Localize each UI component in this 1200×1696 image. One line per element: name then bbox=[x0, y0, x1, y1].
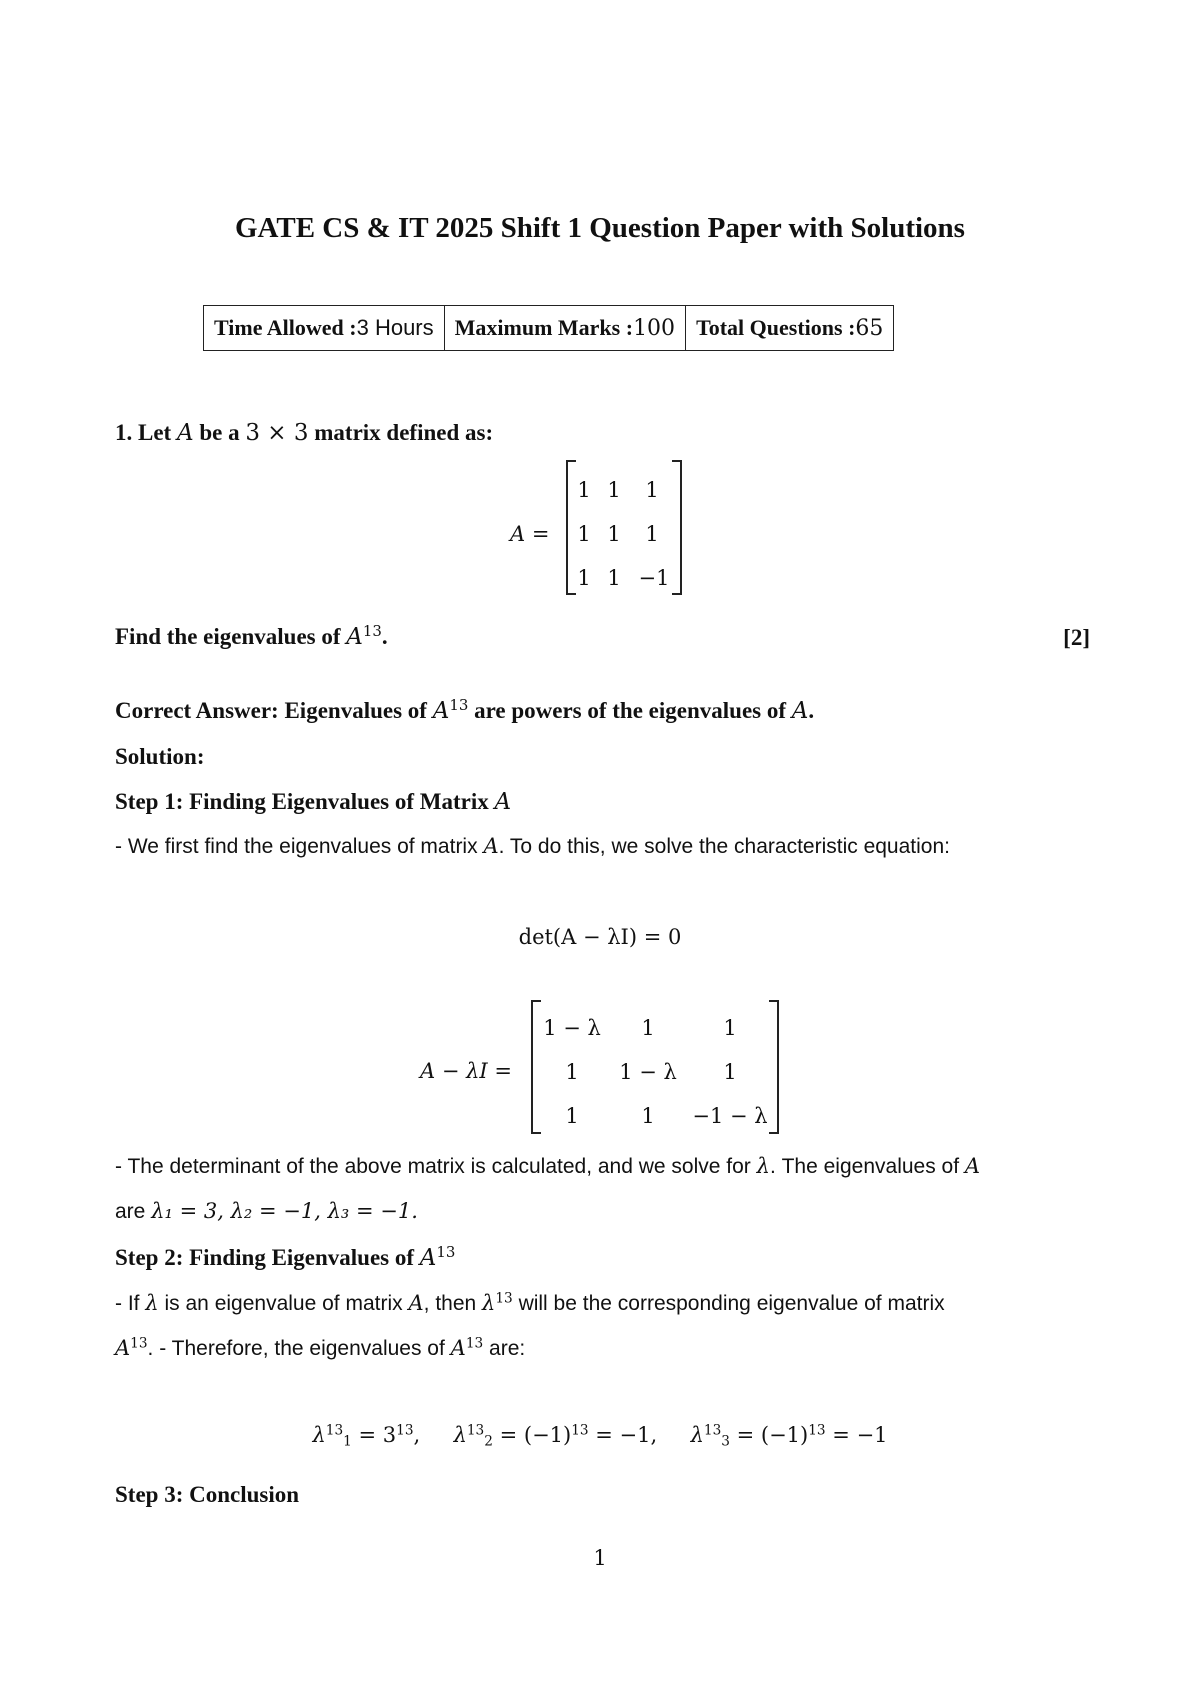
step2-line1: - If λ is an eigenvalue of matrix A, then $\lambda^{13}$ will be the corresponding eigenvalue of matrix bbox=[115, 1290, 945, 1315]
matrix-a bbox=[566, 460, 682, 595]
matrix-a-lhs: A = bbox=[510, 522, 550, 546]
step1-determinant-text: - The determinant of the above matrix is calculated, and we solve for λ. The eigenvalues of A bbox=[115, 1154, 981, 1178]
matrix-a-minus-lambda bbox=[531, 1000, 779, 1134]
matrix-cell: −1 − λ bbox=[692, 1104, 768, 1128]
matrix-a-minus-lambda-lhs: A − λI = bbox=[420, 1059, 512, 1083]
total-questions-cell: Total Questions :65 bbox=[686, 306, 894, 351]
solution-label: Solution: bbox=[115, 744, 205, 769]
matrix-cell: 1 − λ bbox=[619, 1060, 677, 1084]
correct-answer: Correct Answer: Eigenvalues of $A^{13}$ are powers of the eigenvalues of A. bbox=[115, 695, 815, 724]
step3-heading: Step 3: Conclusion bbox=[115, 1482, 300, 1507]
matrix-cell: 1 − λ bbox=[543, 1016, 601, 1040]
page-title: GATE CS & IT 2025 Shift 1 Question Paper with Solutions bbox=[235, 212, 965, 244]
step1-heading: Step 1: Finding Eigenvalues of Matrix A bbox=[115, 789, 512, 815]
matrix-a-cell: 1 bbox=[645, 478, 659, 502]
step2-eigen-powers: $\lambda^{13}_1 = 3^{13}$, $\lambda^{13}_2 = (-1)^{13} = -1$, $\lambda^{13}_3 = (-1)^{13} = -1$ bbox=[312, 1422, 888, 1450]
matrix-a-cell: 1 bbox=[577, 478, 591, 502]
matrix-a-cell: 1 bbox=[577, 566, 591, 590]
matrix-cell: 1 bbox=[641, 1016, 655, 1040]
matrix-cell: 1 bbox=[641, 1104, 655, 1128]
question-stem: 1. Let A be a 3 × 3 matrix defined as: bbox=[115, 420, 494, 446]
page-number: 1 bbox=[593, 1546, 607, 1570]
matrix-a-cell: 1 bbox=[577, 522, 591, 546]
step2-heading: Step 2: Finding Eigenvalues of $A^{13}$ bbox=[115, 1242, 456, 1271]
matrix-a-cell: −1 bbox=[638, 566, 670, 590]
matrix-a-cell: 1 bbox=[645, 522, 659, 546]
question-marks: [2] bbox=[1063, 625, 1090, 650]
maximum-marks-cell: Maximum Marks :100 bbox=[444, 306, 685, 351]
matrix-cell: 1 bbox=[565, 1104, 579, 1128]
exam-info-table bbox=[203, 305, 894, 351]
matrix-cell: 1 bbox=[565, 1060, 579, 1084]
characteristic-equation: det(A − λI) = 0 bbox=[518, 925, 682, 949]
matrix-cell: 1 bbox=[723, 1060, 737, 1084]
question-find: Find the eigenvalues of $A^{13}$. bbox=[115, 621, 388, 650]
step1-eigenvalues: are λ₁ = 3, λ₂ = −1, λ₃ = −1. bbox=[115, 1199, 418, 1223]
step2-line2: $A^{13}$. - Therefore, the eigenvalues of $A^{13}$ are: bbox=[115, 1335, 526, 1360]
matrix-a-cell: 1 bbox=[607, 566, 621, 590]
matrix-cell: 1 bbox=[723, 1016, 737, 1040]
step1-intro: - We first find the eigenvalues of matrix A. To do this, we solve the characteristic equation: bbox=[115, 834, 950, 858]
matrix-a-cell: 1 bbox=[607, 522, 621, 546]
time-allowed-cell: Time Allowed :3 Hours bbox=[204, 306, 445, 351]
matrix-a-cell: 1 bbox=[607, 478, 621, 502]
